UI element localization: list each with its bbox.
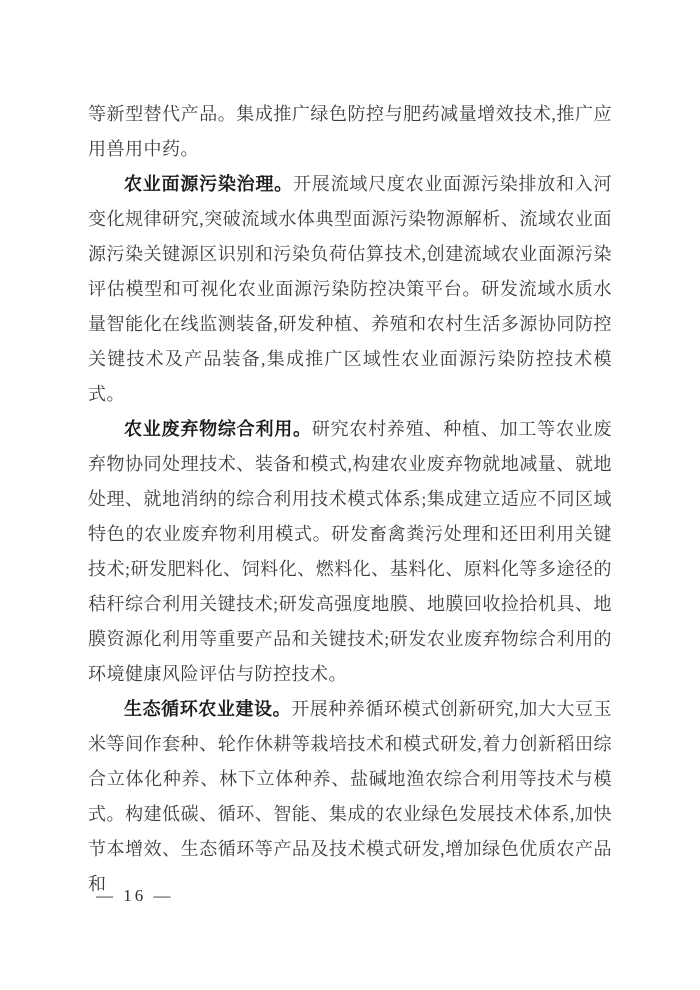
page-number: — 16 — — [96, 886, 174, 905]
body-paragraph — [88, 692, 612, 902]
page-body-text — [88, 97, 612, 902]
paragraph-text: 开展流域尺度农业面源污染排放和入河变化规律研究,突破流域水体典型面源污染物源解析、流域农业面源污染关键源区识别和污染负荷估算技术,创建流域农业面源污染评估模型和可视化农业面源污染防控决策平台。研发流域水质水量智能化在线监测装备,研发种植、养殖和农村生活多源协同防控关键技术及产品装备,集成推广区域性农业面源污染防控技术模式。 — [88, 174, 613, 404]
paragraph-text: 研究农村养殖、种植、加工等农业废弃物协同处理技术、装备和模式,构建农业废弃物就地减量、就地处理、就地消纳的综合利用技术模式体系;集成建立适应不同区域特色的农业废弃物利用模式。研发畜禽粪污处理和还田利用关键技术;研发肥料化、饲料化、燃料化、基料化、原料化等多途径的秸秆综合利用关键技术;研发高强度地膜、地膜回收捡拾机具、地膜资源化利用等重要产品和关键技术;研发农业废弃物综合利用的环境健康风险评估与防控技术。 — [88, 419, 613, 684]
paragraph-lead: 农业面源污染治理。 — [124, 174, 294, 194]
paragraph-lead: 生态循环农业建设。 — [124, 699, 292, 719]
body-paragraph — [88, 97, 612, 167]
paragraph-text: 开展种养循环模式创新研究,加大大豆玉米等间作套种、轮作休耕等栽培技术和模式研发,着力创新稻田综合立体化种养、林下立体种养、盐碱地渔农综合利用等技术与模式。构建低碳、循环、智能、集成的农业绿色发展技术体系,加快节本增效、生态循环等产品及技术模式研发,增加绿色优质农产品和 — [88, 699, 613, 894]
paragraph-text: 等新型替代产品。集成推广绿色防控与肥药减量增效技术,推广应用兽用中药。 — [88, 104, 612, 159]
body-paragraph — [88, 412, 612, 692]
body-paragraph — [88, 167, 612, 412]
paragraph-lead: 农业废弃物综合利用。 — [124, 419, 312, 439]
